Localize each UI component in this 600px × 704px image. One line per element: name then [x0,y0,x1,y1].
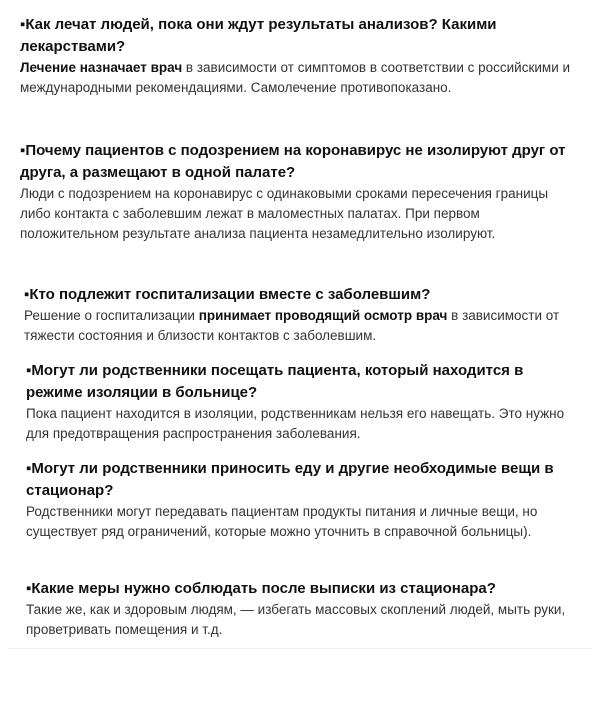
faq-question-text: Почему пациентов с подозрением на коронавирус не изолируют друг от друга, а размещают в одной палате? [20,142,566,181]
faq-question [26,458,582,502]
faq-answer-emphasis: принимает проводящий осмотр врач [198,308,448,323]
faq-question [26,578,582,600]
divider [8,648,592,649]
faq-question-text: Кто подлежит госпитализации вместе с заболевшим? [29,286,431,303]
faq-answer: Пока пациент находится в изоляции, родственникам нельзя его навещать. Это нужно для предотвращения распространения заболевания. [26,406,565,441]
faq-answer [20,58,576,98]
faq-item [26,458,582,542]
bullet-icon: ▪ [20,16,26,33]
faq-answer [24,306,580,346]
bullet-icon: ▪ [26,460,32,477]
faq-question [20,140,576,184]
faq-question [26,360,582,404]
bullet-icon: ▪ [26,362,32,379]
faq-answer: Люди с подозрением на коронавирус с одинаковыми сроками пересечения границы либо контакта с заболевшим лежат в маломестных палатах. При первом положительном результате анализа пациента незамедлительно изолируют. [20,186,549,241]
faq-question-text: Могут ли родственники приносить еду и другие необходимые вещи в стационар? [26,460,554,499]
bullet-icon: ▪ [24,286,30,303]
faq-answer: Такие же, как и здоровым людям, — избегать массовых скоплений людей, мыть руки, проветривать помещения и т.д. [26,602,566,637]
faq-answer-emphasis: Лечение назначает врач [20,60,183,75]
faq-item [20,14,576,98]
faq-question [24,284,580,306]
faq-item [26,360,582,444]
faq-item [20,140,576,244]
faq-answer-text: в зависимости от тяжести состояния и близости контактов с заболевшим. [24,308,560,343]
faq-question-text: Как лечат людей, пока они ждут результаты анализов? Какими лекарствами? [20,16,497,55]
faq-item [26,578,582,640]
bullet-icon: ▪ [26,580,32,597]
faq-answer-text: Решение о госпитализации [24,308,199,323]
faq-item [24,284,580,346]
faq-question [20,14,576,58]
faq-answer: Родственники могут передавать пациентам продукты питания и личные вещи, но существует ряд ограничений, которые можно уточнить в справочной больницы). [26,504,538,539]
bullet-icon: ▪ [20,142,26,159]
faq-question-text: Какие меры нужно соблюдать после выписки из стационара? [31,580,496,597]
faq-answer-text: в зависимости от симптомов в соответствии с российскими и международными рекомендациями. Самолечение противопоказано. [20,60,571,95]
faq-question-text: Могут ли родственники посещать пациента, который находится в режиме изоляции в больнице? [26,362,524,401]
